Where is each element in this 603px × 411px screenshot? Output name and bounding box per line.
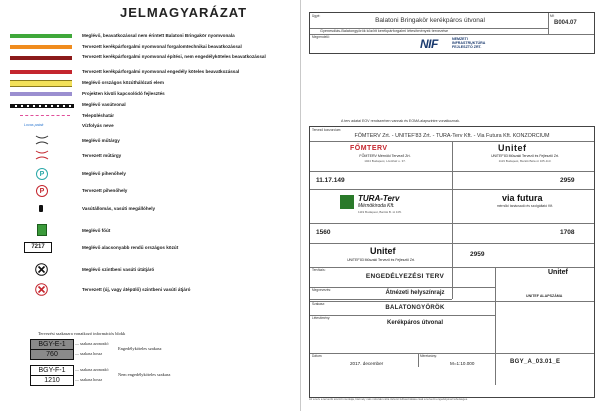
section-note: Nem engedélyköteles szakasz	[118, 372, 171, 377]
registry-number-5: 2959	[470, 251, 485, 258]
scale-label: Méretarány:	[420, 354, 438, 358]
legend-label: Meglévő műtárgy	[82, 138, 120, 143]
drawing-number: BGY_A_03.01_E	[510, 359, 561, 365]
legend-label: Meglévő alacsonyabb rendű országos közút	[82, 245, 179, 250]
project-no-label: Mf:	[550, 14, 555, 18]
date-value: 2017. december	[350, 361, 384, 366]
unitef-address: 1119 Budapest, Bartók Béla út 105-113.	[498, 159, 552, 163]
legend-label: Meglévő országos közúthálózati elem	[82, 80, 164, 85]
tura-logo-icon	[340, 195, 354, 209]
designer-name: UNITEF'83 Műszaki Tervező és Fejlesztő Zrt.	[347, 258, 415, 262]
facility-type: Kerékpáros útvonal	[386, 320, 444, 326]
title-block-panel	[301, 0, 603, 411]
unitef-logo: Unitef	[498, 143, 527, 153]
legend-row-main-road	[0, 224, 300, 236]
section-id-label: — szakasz azonosító	[75, 367, 109, 372]
legend-label: Meglévő pihenőhely	[82, 171, 126, 176]
nif-logo: NIF	[420, 37, 438, 51]
sheet-title: Átnézeti helyszínrajz	[385, 290, 445, 296]
project-description: Gyenesdiás-Balatongyörök között kerékpárforgalmi létesítmények tervezése	[320, 29, 449, 33]
legend-label: Településhatár	[82, 113, 115, 118]
railway-crossing-icon	[35, 263, 48, 276]
rest-area-icon: P	[36, 168, 48, 180]
footer-note: Az a terv a tervezői szerzői munkája, bármely más műszaki célra történő felhasználása csak a tervező engedélyével lehetséges.	[309, 397, 468, 401]
sheet-title-label: Megnevezés:	[312, 288, 331, 292]
project-title: Balatoni Bringakör kerékpáros útvonal	[375, 17, 485, 24]
legend-label: Meglévő vasútvonal	[82, 102, 126, 107]
registry-number-3: 1560	[316, 229, 331, 236]
legend-label: Tervezett kerékpárforgalmi nyomvonal építési, nem engedélyköteles beavatkozással	[82, 54, 266, 59]
registry-number-1: 11.17.149	[316, 177, 345, 184]
fomterv-name: FŐMTERV Mérnöki Tervező Zrt.	[359, 154, 411, 158]
red-line-symbol	[10, 70, 72, 74]
legend-label: Meglévő, beavatkozással nem érintett Balatoni Bringakör nyomvonala	[82, 33, 235, 38]
fomterv-logo: FŐMTERV	[350, 145, 388, 152]
fomterv-address: 1024 Budapest, Lövőház u. 37.	[364, 159, 406, 163]
legend-label: Tervezett pihenőhely	[82, 188, 128, 193]
section-id: BGY-E-1	[31, 340, 73, 350]
section-length-label: — szakasz hossz	[75, 351, 103, 356]
section-block-nonpermit	[30, 365, 74, 386]
section-block-permit	[30, 339, 74, 360]
legend-label: Projekten kívüli kapcsolódó fejlesztés	[82, 91, 165, 96]
via-futura-subtitle: mérnöki tanácsadó és szolgáltató Kft.	[496, 204, 554, 208]
legend-label: Tervezett kerékpárforgalmi nyomvonal forgalomtechnikai beavatkozással	[82, 44, 242, 49]
project-label: Ügyé:	[312, 14, 321, 18]
legend-row-planned-crossing	[0, 283, 300, 295]
legend-row-existing-structure	[0, 134, 300, 146]
legend-row-planned-structure	[0, 149, 300, 161]
section-length-label: — szakasz hossz	[75, 377, 103, 382]
unitef-name: UNITEF'83 Műszaki Tervező és Fejlesztő Zrt.	[491, 154, 559, 158]
legend-label: Tervezett (új, vagy átépülő) szintbeni vasúti átjáró	[82, 287, 191, 292]
client-name: NEMZETI INFRASTRUKTÚRA FEJLESZTŐ ZRT.	[452, 37, 486, 50]
legend-label: Tervezett kerékpárforgalmi nyomvonal engedély köteles beavatkozással	[82, 69, 240, 74]
type-label: Létesítmény:	[312, 316, 331, 320]
legend-label: Tervezett műtárgy	[82, 153, 122, 158]
bridge-icon	[34, 134, 50, 146]
title-block	[309, 126, 595, 398]
boundary-symbol	[20, 115, 70, 116]
legend-row-planned-rest	[0, 185, 300, 197]
green-line-symbol	[10, 34, 72, 38]
darkred-line-symbol	[10, 56, 72, 60]
tura-address: 1119 Budapest, Bartók B. út 105.	[358, 210, 402, 214]
legend-label: Meglévő főút	[82, 228, 111, 233]
legend-panel	[0, 0, 300, 411]
scale-value: M=1:10.000	[450, 361, 475, 366]
town-name: BALATONGYÖRÖK	[385, 305, 445, 311]
town-label: Szakasz:	[312, 302, 325, 306]
legend-row-lower-road	[0, 242, 300, 254]
road-number-sign: 7217	[24, 242, 52, 253]
design-phase: ENGEDÉLYEZÉSI TERV	[365, 273, 445, 280]
purple-line-symbol	[10, 92, 72, 96]
section-id: BGY-F-1	[31, 366, 73, 376]
project-header	[309, 12, 595, 54]
registry-number-2: 2959	[560, 177, 575, 184]
tura-logo: TURA-Terv	[358, 194, 400, 203]
water-label-symbol: Lovas patak	[24, 123, 44, 127]
consortium-name: FŐMTERV Zrt. - UNITEF'83 Zrt. - TURA-Terv Kft. - Via Futura Kft. KONZORCIUM	[354, 133, 550, 139]
legend-row-construction-route	[0, 53, 300, 65]
section-length: 760	[46, 351, 58, 358]
section-id-label: — szakasz azonosító	[75, 341, 109, 346]
unitef-stamp-label: UNITEF ALAPSZÁMA	[526, 294, 563, 298]
station-icon	[39, 205, 43, 212]
tura-subtitle: Mérnökiroda Kft.	[358, 203, 395, 209]
legend-label: Vasútállomás, vasúti megállóhely	[82, 206, 156, 211]
legend-row-existing-rest	[0, 168, 300, 180]
project-number: B004.07	[554, 20, 577, 26]
planned-crossing-icon	[35, 283, 48, 296]
client-label: Megrendelő:	[312, 35, 330, 39]
orange-line-symbol	[10, 45, 72, 49]
main-road-icon	[37, 224, 47, 236]
legend-title: JELMAGYARÁZAT	[120, 5, 248, 20]
consortium-label: Tervező konzorcium:	[312, 128, 342, 132]
legend-row-water	[0, 121, 300, 133]
legend-row-station	[0, 203, 300, 215]
via-futura-logo: via futura	[502, 193, 543, 203]
phase-label: Tervfázis:	[312, 268, 326, 272]
railway-symbol	[10, 104, 74, 108]
legend-label: Meglévő szintbeni vasúti útátjáró	[82, 267, 155, 272]
yellow-road-symbol	[10, 80, 72, 87]
unitef-stamp-logo: Unitef	[548, 269, 568, 276]
planned-rest-area-icon: P	[36, 185, 48, 197]
legend-row-existing-crossing	[0, 263, 300, 275]
registry-number-4: 1708	[560, 229, 575, 236]
section-length: 1210	[44, 377, 60, 384]
date-label: Dátum:	[312, 354, 323, 358]
section-note: Engedélyköteles szakasz	[118, 346, 162, 351]
section-key-title: Tervezési szakaszra vonatkozó információs blokk	[38, 331, 126, 336]
planned-bridge-icon	[34, 149, 50, 161]
eov-note: A terv adatai EOV rendszerben vannak és EOMA alapszintre vonatkoznak.	[341, 119, 460, 123]
legend-label: Vízfolyás neve	[82, 123, 114, 128]
designer-logo: Unitef	[370, 246, 396, 256]
